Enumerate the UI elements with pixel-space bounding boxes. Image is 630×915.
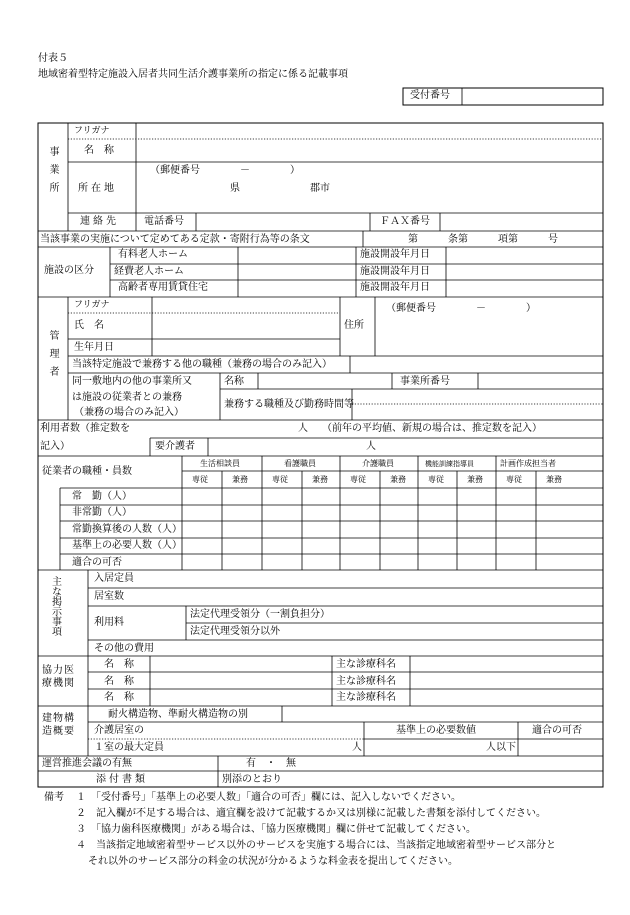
staff-role-caregiver: 介護職員 — [362, 459, 394, 468]
office-name-label: 名 称 — [84, 145, 114, 156]
office-contact-label: 連絡先 — [80, 216, 119, 227]
council-choice[interactable]: 有 ・ 無 — [246, 758, 296, 769]
staff-fulltime-5: 専従 — [506, 475, 522, 484]
staff-concurrent-1: 兼務 — [232, 475, 248, 484]
manager-concurrent-label-2: は施設の従業者との兼務 — [72, 392, 182, 403]
appendix-label: 付表５ — [38, 53, 68, 64]
office-address-label: 所在地 — [78, 183, 117, 194]
staff-row-conformity: 適合の可否 — [72, 557, 122, 568]
office-fax-input[interactable] — [441, 214, 602, 230]
manager-address-input[interactable] — [376, 298, 602, 355]
facility-opened-label-2: 施設開設年月日 — [360, 266, 430, 277]
manager-name-input[interactable] — [153, 314, 339, 338]
office-furigana-label: フリガナ — [74, 126, 110, 136]
staff-fulltime-4: 専従 — [428, 475, 444, 484]
staff-role-planner: 計画作成担当者 — [500, 459, 556, 468]
office-name-input[interactable] — [137, 140, 602, 161]
manager-postal-code: （郵便番号 － ） — [386, 303, 536, 314]
notices-section-label: 主な掲示事項 — [49, 576, 61, 636]
remark-item-2: ２ 記入欄が不足する場合は、適宜欄を設けて記載するか又は別様に記載した書類を添付してください。 — [76, 808, 546, 819]
office-phone-label: 電話番号 — [144, 216, 184, 227]
room-capacity-label-2: １室の最大定員 — [94, 742, 164, 753]
staff-row-fulltime: 常 勤（人） — [72, 491, 132, 502]
staff-concurrent-5: 兼務 — [546, 475, 562, 484]
remarks-label: 備考 — [44, 792, 64, 803]
required-value-unit: 人以下 — [486, 742, 516, 753]
medical-section-label: 協力医療機関 — [42, 665, 75, 689]
attachments-label: 添付書類 — [96, 774, 148, 785]
building-conformity-label: 適合の可否 — [532, 725, 582, 736]
office-city-label: 郡市 — [310, 183, 330, 194]
manager-section-label: 管理者 — [47, 330, 58, 384]
staff-concurrent-4: 兼務 — [467, 475, 483, 484]
user-count-unit: 人 — [298, 423, 308, 434]
facility-opened-label-1: 施設開設年月日 — [360, 249, 430, 260]
manager-concurrent-label-3: （兼務の場合のみ記入） — [74, 407, 184, 418]
statute-label: 当該事業の実施について定めてある定款・寄附行為等の条文 — [40, 234, 310, 245]
receipt-no-label: 受付番号 — [410, 90, 450, 101]
facility-type-senior-housing[interactable]: 高齢者専用賃貸住宅 — [118, 282, 208, 293]
fireproof-label: 耐火構造物、準耐火構造物の別 — [108, 709, 248, 720]
manager-furigana-input[interactable] — [153, 298, 339, 312]
manager-furigana-label: フリガナ — [74, 300, 110, 310]
attachments-value: 別添のとおり — [222, 774, 282, 785]
page-title: 地域密着型特定施設入居者共同生活介護事業所の指定に係る記載事項 — [38, 69, 348, 80]
staff-fulltime-3: 専従 — [350, 475, 366, 484]
staff-fulltime-1: 専従 — [192, 475, 208, 484]
room-capacity-unit: 人 — [352, 742, 362, 753]
remark-item-4-cont: それ以外のサービス部分の料金の状況が分かるような料金表を提出してください。 — [88, 856, 458, 867]
manager-office-name-label: 名称 — [224, 376, 244, 387]
medical-name-label-1: 名 称 — [104, 659, 134, 670]
remark-item-1: １ 「受付番号」「基準上の必要人数」「適合の可否」欄には、記入しないでください。 — [76, 792, 461, 803]
care-recipient-label: 要介護者 — [155, 441, 195, 452]
other-costs-label: その他の費用 — [94, 643, 154, 654]
facility-opened-label-3: 施設開設年月日 — [360, 282, 430, 293]
user-count-note: （前年の平均値、新規の場合は、推定数を記入） — [322, 423, 542, 434]
statute-article-input[interactable]: 第 条第 項第 号 — [408, 234, 558, 245]
medical-dept-label-3: 主な診療科名 — [336, 692, 396, 703]
office-phone-input[interactable] — [197, 214, 369, 230]
remark-item-4: ４ 当該指定地域密着型サービス以外のサービスを実施する場合には、当該指定地域密着型サービス部分と — [76, 840, 556, 851]
receipt-no-input[interactable] — [463, 89, 602, 104]
fee-other-label: 法定代理受領分以外 — [190, 626, 280, 637]
manager-address-label: 住所 — [344, 320, 364, 331]
manager-duty-hours-label: 兼務する職種及び勤務時間等 — [224, 399, 354, 410]
remark-item-3: ３ 「協力歯科医療機関」がある場合は、「協力医療機関」欄に併せて記載してください。 — [76, 824, 476, 835]
office-fax-label: ＦＡＸ番号 — [380, 216, 430, 227]
medical-name-label-3: 名 称 — [104, 692, 134, 703]
care-recipient-unit: 人 — [366, 441, 376, 452]
capacity-label: 入居定員 — [94, 573, 134, 584]
office-section-label: 事業所 — [47, 146, 58, 200]
user-count-label-cont: 記入） — [40, 441, 70, 452]
staff-table-label: 従業者の職種・員数 — [42, 466, 132, 477]
staff-fulltime-2: 専従 — [272, 475, 288, 484]
staff-role-nurse: 看護職員 — [284, 459, 316, 468]
medical-name-label-2: 名 称 — [104, 676, 134, 687]
staff-concurrent-3: 兼務 — [390, 475, 406, 484]
manager-birthdate-input[interactable] — [153, 340, 339, 355]
staff-row-required: 基準上の必要人数（人） — [72, 540, 182, 551]
office-address-input[interactable] — [137, 163, 602, 212]
facility-type-label: 施設の区分 — [44, 265, 94, 276]
fee-label: 利用料 — [94, 617, 124, 628]
facility-type-nursing-home[interactable]: 有料老人ホーム — [118, 249, 188, 260]
manager-birthdate-label: 生年月日 — [74, 342, 114, 353]
council-label: 運営推進会議の有無 — [42, 758, 132, 769]
rooms-label: 居室数 — [94, 591, 124, 602]
building-section-label: 建物構造概要 — [42, 713, 75, 737]
fee-proxy-label: 法定代理受領分（一割負担分） — [190, 609, 330, 620]
staff-row-parttime: 非常勤（人） — [72, 507, 132, 518]
manager-office-no-label: 事業所番号 — [400, 376, 450, 387]
manager-name-label: 氏 名 — [74, 320, 104, 331]
office-prefecture-label: 県 — [230, 183, 240, 194]
office-postal-code: （郵便番号 － ） — [150, 165, 300, 176]
office-furigana-input[interactable] — [137, 124, 602, 138]
manager-other-duty-label: 当該特定施設で兼務する他の職種（兼務の場合のみ記入） — [72, 359, 332, 370]
required-value-label: 基準上の必要数値 — [396, 725, 476, 736]
staff-role-counselor: 生活相談員 — [200, 459, 240, 468]
room-capacity-label-1: 介護居室の — [94, 725, 144, 736]
medical-dept-label-1: 主な診療科名 — [336, 659, 396, 670]
user-count-label: 利用者数（推定数を — [40, 423, 130, 434]
manager-concurrent-label-1: 同一敷地内の他の事業所又 — [72, 376, 192, 387]
facility-type-care-home[interactable]: 経費老人ホーム — [114, 266, 184, 277]
staff-role-trainer: 機能訓練指導員 — [425, 460, 474, 468]
staff-row-fte: 常勤換算後の人数（人） — [72, 524, 182, 535]
staff-concurrent-2: 兼務 — [312, 475, 328, 484]
medical-dept-label-2: 主な診療科名 — [336, 676, 396, 687]
